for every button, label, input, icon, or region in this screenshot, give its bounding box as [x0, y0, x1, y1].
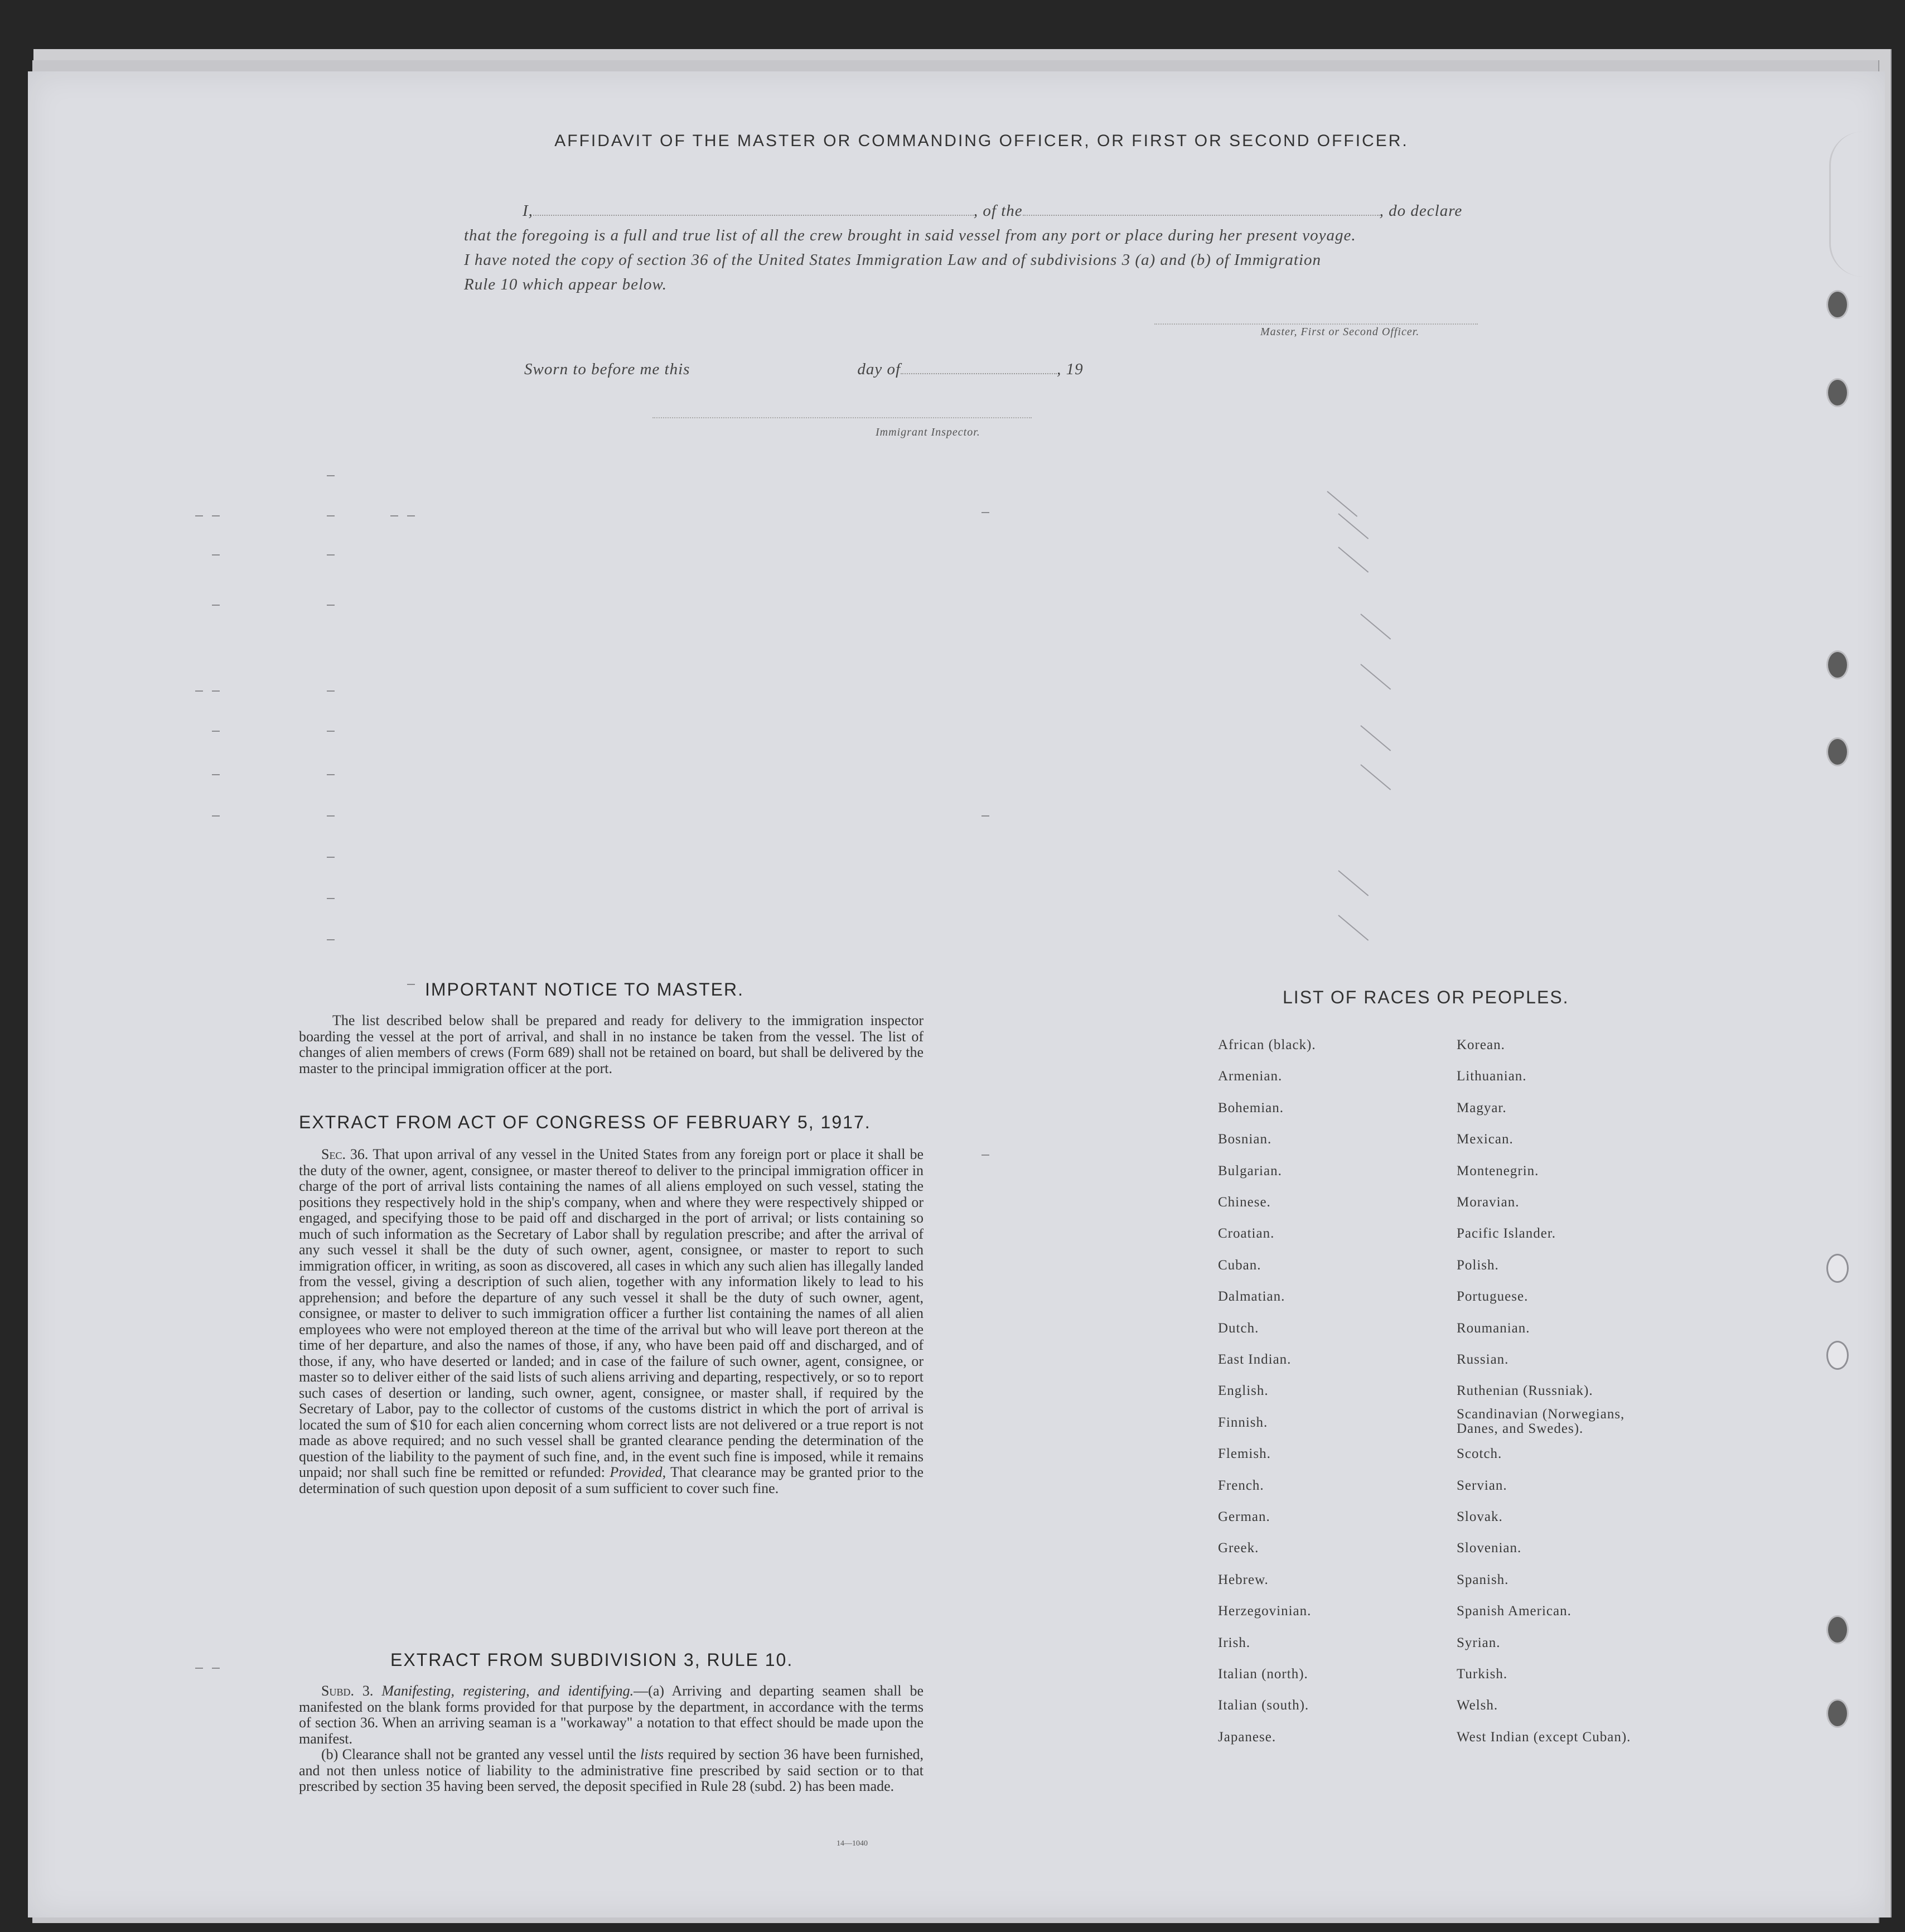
- rule-mark: [327, 690, 335, 692]
- rule-mark: [195, 1668, 203, 1669]
- sworn-label: Sworn to before me this: [524, 360, 690, 378]
- punch-hole: [1826, 1699, 1849, 1728]
- rule-mark: [327, 898, 335, 899]
- affidavit-line-1: [464, 202, 1462, 220]
- notice-text: The list described below shall be prepared and ready for delivery to the immigration inspector boarding the vessel at the port of arrival, and shall in no instance be taken from the vessel. The list of changes of alien members of crews (Form 689) shall not be retained on board, but shall be delivered by the master to the principal immigration officer at the port.: [299, 1012, 924, 1076]
- punch-hole: [1826, 1254, 1849, 1283]
- race-item-left: French.: [1218, 1478, 1264, 1493]
- race-item-right: Polish.: [1457, 1258, 1499, 1273]
- day-of-label: day of: [857, 360, 901, 378]
- rule-subd-title: Manifesting, registering, and identifying.: [381, 1683, 634, 1699]
- name-field[interactable]: [533, 215, 974, 216]
- rule-mark: [212, 774, 220, 775]
- affidavit-line-3: I have noted the copy of section 36 of the United States Immigration Law and of subdivisions 3 (a) and (b) of Immigration: [464, 251, 1322, 269]
- rule-mark: [195, 515, 203, 516]
- rule-mark: [407, 515, 415, 516]
- race-item-left: Japanese.: [1218, 1730, 1277, 1745]
- rule-text: [299, 1683, 924, 1795]
- rule-mark: [212, 815, 220, 817]
- affidavit-line-2: that the foregoing is a full and true list of all the crew brought in said vessel from any port or place during her present voyage.: [464, 226, 1356, 244]
- rule-para-b-end: required by section 36 have been furnished, and not then unless notice of liability to the administrative fine prescribed by said section or to that prescribed by section 35 having been served, the deposit specified in Rule 28 (subd. 2) has been made.: [299, 1746, 924, 1794]
- rule-mark: [195, 690, 203, 692]
- act-section-body: That upon arrival of any vessel in the United States from any foreign port or place it shall be the duty of the owner, agent, consignee, or master thereof to deliver to the principal immigration officer in charge of the port of arrival lists containing the names of all aliens employed on such vessel, stating the positions they respectively hold in the ship's company, when and where they were respectively shipped or engaged, and specifying those to be paid off and discharged in the port of arrival; or lists containing so much of such information as the Secretary of Labor shall by regulation prescribe; and after the arrival of any such vessel it shall be the duty of such owner, agent, consignee, or master to report to such immigration officer, in writing, as soon as discovered, all cases in which any such alien has illegally landed from the vessel, giving a description of such alien, together with any information likely to lead to his apprehension; and before the departure of any such vessel it shall be the duty of such owner, agent, consignee, or master to deliver to such immigration officer a further list containing the names of all alien employees who were not employed thereon at the time of the arrival but who will leave port thereon at the time of her departure, and also the names of those, if any, who have been paid off and discharged, and of those, if any, who have deserted or landed; and in case of the failure of such owner, agent, consignee, or master so to deliver either of the said lists of such aliens arriving and departing, respectively, or so to report such cases of desertion or landing, such owner, agent, consignee, or master shall, if required by the Secretary of Labor, pay to the collector of customs of the customs district in which the port of arrival is located the sum of $10 for each alien concerning whom correct lists are not delivered or a true report is not made as above required; and no such vessel shall be granted clearance pending the determination of the question of the liability to the payment of such fine, and, in the event such fine is imposed, while it remains unpaid; nor shall such fine be remitted or refunded:: [299, 1146, 924, 1480]
- rule-mark: [390, 515, 398, 516]
- punch-hole: [1826, 1615, 1849, 1644]
- act-section-end: That clearance may be granted prior to the determination of such question upon deposit of a sum sufficient to cover such fine.: [299, 1464, 924, 1496]
- race-item-left: German.: [1218, 1509, 1270, 1524]
- punch-hole: [1826, 650, 1849, 679]
- rule-mark: [327, 857, 335, 858]
- of-the-label: , of the: [973, 202, 1023, 220]
- sworn-day-field[interactable]: [690, 373, 857, 374]
- rule-mark: [212, 731, 220, 732]
- i-label: I,: [523, 202, 533, 220]
- act-section-label: Sec. 36.: [321, 1146, 369, 1162]
- punch-hole: [1826, 290, 1849, 319]
- race-item-left: Croatian.: [1218, 1226, 1275, 1241]
- race-item-right: Pacific Islander.: [1457, 1226, 1556, 1241]
- act-text: [299, 1147, 924, 1496]
- race-item-left: Cuban.: [1218, 1258, 1261, 1273]
- race-item-right: Korean.: [1457, 1037, 1505, 1052]
- rule-mark: [212, 605, 220, 606]
- punch-hole: [1826, 1341, 1849, 1370]
- race-item-left: Bulgarian.: [1218, 1163, 1282, 1178]
- punch-hole: [1826, 378, 1849, 407]
- race-item-right: Montenegrin.: [1457, 1163, 1539, 1178]
- races-heading: LIST OF RACES OR PEOPLES.: [1283, 987, 1569, 1007]
- rule-mark: [212, 690, 220, 692]
- race-item-left: Bosnian.: [1218, 1132, 1272, 1147]
- race-item-left: Chinese.: [1218, 1195, 1271, 1210]
- race-item-left: Dalmatian.: [1218, 1289, 1285, 1304]
- race-item-right: Ruthenian (Russniak).: [1457, 1383, 1593, 1398]
- race-item-right: Portuguese.: [1457, 1289, 1529, 1304]
- rule-mark: [212, 515, 220, 516]
- affidavit-line-4: Rule 10 which appear below.: [464, 276, 667, 293]
- manifest-page: [28, 71, 1885, 1917]
- race-item-left: Dutch.: [1218, 1321, 1259, 1336]
- notice-heading: IMPORTANT NOTICE TO MASTER.: [425, 979, 744, 999]
- rule-mark: [327, 774, 335, 775]
- race-item-right: West Indian (except Cuban).: [1457, 1730, 1631, 1745]
- rule-subd-label: Subd. 3.: [321, 1683, 374, 1699]
- race-item-right: Roumanian.: [1457, 1321, 1530, 1336]
- rule-mark: [981, 815, 989, 817]
- race-item-right: Mexican.: [1457, 1132, 1514, 1147]
- race-item-left: Finnish.: [1218, 1415, 1268, 1430]
- race-item-left: East Indian.: [1218, 1352, 1292, 1367]
- master-caption: Master, First or Second Officer.: [1260, 326, 1420, 338]
- year-label: , 19: [1057, 360, 1084, 378]
- race-item-right: Moravian.: [1457, 1195, 1520, 1210]
- sworn-line: [524, 360, 1084, 379]
- punch-hole: [1826, 737, 1849, 766]
- race-item-right: Russian.: [1457, 1352, 1509, 1367]
- rule-para-a: —(a) Arriving and departing seamen shall be manifested on the blank forms provided for that purpose by the department, in accordance with the terms of section 36. When an arriving seaman is a "workaway" a notation to that effect should be made upon the manifest.: [299, 1683, 924, 1747]
- rule-mark: [327, 939, 335, 940]
- act-proviso-word: Provided,: [610, 1464, 666, 1480]
- rule-mark: [327, 731, 335, 732]
- race-item-right: Spanish American.: [1457, 1603, 1572, 1619]
- race-item-left: Hebrew.: [1218, 1572, 1269, 1587]
- rule-mark: [981, 1155, 989, 1156]
- race-item-left: Bohemian.: [1218, 1100, 1284, 1115]
- declare-label: , do declare: [1379, 202, 1463, 220]
- race-item-right: Servian.: [1457, 1478, 1507, 1493]
- race-item-right: Spanish.: [1457, 1572, 1509, 1587]
- binder-tab: [1829, 132, 1898, 277]
- master-signature-line[interactable]: [1154, 323, 1478, 325]
- race-item-left: Italian (north).: [1218, 1667, 1308, 1682]
- race-item-right: Scotch.: [1457, 1446, 1502, 1461]
- rule-mark: [407, 984, 415, 985]
- act-heading: EXTRACT FROM ACT OF CONGRESS OF FEBRUARY 5, 1917.: [299, 1112, 871, 1132]
- race-item-left: Greek.: [1218, 1540, 1259, 1556]
- race-item-right: Turkish.: [1457, 1667, 1508, 1682]
- rule-mark: [212, 554, 220, 556]
- race-item-left: Herzegovinian.: [1218, 1603, 1312, 1619]
- race-item-right: Welsh.: [1457, 1698, 1498, 1713]
- rule-mark: [327, 475, 335, 476]
- race-item-right: Scandinavian (Norwegians, Danes, and Swedes).: [1457, 1407, 1625, 1436]
- race-item-right: Slovak.: [1457, 1509, 1503, 1524]
- rule-mark: [327, 815, 335, 817]
- race-item-right: Magyar.: [1457, 1100, 1507, 1115]
- sworn-month-field[interactable]: [901, 373, 1057, 374]
- race-item-right: Lithuanian.: [1457, 1069, 1527, 1084]
- rule-mark: [212, 1668, 220, 1669]
- rule-para-b-start: (b) Clearance shall not be granted any vessel until the: [321, 1746, 636, 1762]
- vessel-field[interactable]: [1023, 215, 1380, 216]
- race-item-left: Irish.: [1218, 1635, 1251, 1650]
- race-item-left: Armenian.: [1218, 1069, 1283, 1084]
- affidavit-title: AFFIDAVIT OF THE MASTER OR COMMANDING OFFICER, OR FIRST OR SECOND OFFICER.: [554, 132, 1409, 150]
- rule-heading: EXTRACT FROM SUBDIVISION 3, RULE 10.: [390, 1650, 794, 1670]
- rule-mark: [327, 605, 335, 606]
- rule-mark: [327, 515, 335, 516]
- form-number: 14—1040: [837, 1839, 868, 1848]
- rule-mark: [981, 512, 989, 513]
- rule-mark: [327, 554, 335, 556]
- race-item-right: Slovenian.: [1457, 1540, 1522, 1556]
- race-item-left: English.: [1218, 1383, 1269, 1398]
- race-item-left: African (black).: [1218, 1037, 1316, 1052]
- race-item-left: Flemish.: [1218, 1446, 1271, 1461]
- inspector-caption: Immigrant Inspector.: [876, 426, 980, 438]
- inspector-signature-line[interactable]: [652, 417, 1032, 418]
- race-item-right: Syrian.: [1457, 1635, 1501, 1650]
- race-item-left: Italian (south).: [1218, 1698, 1309, 1713]
- rule-para-b-lists: lists: [640, 1746, 664, 1762]
